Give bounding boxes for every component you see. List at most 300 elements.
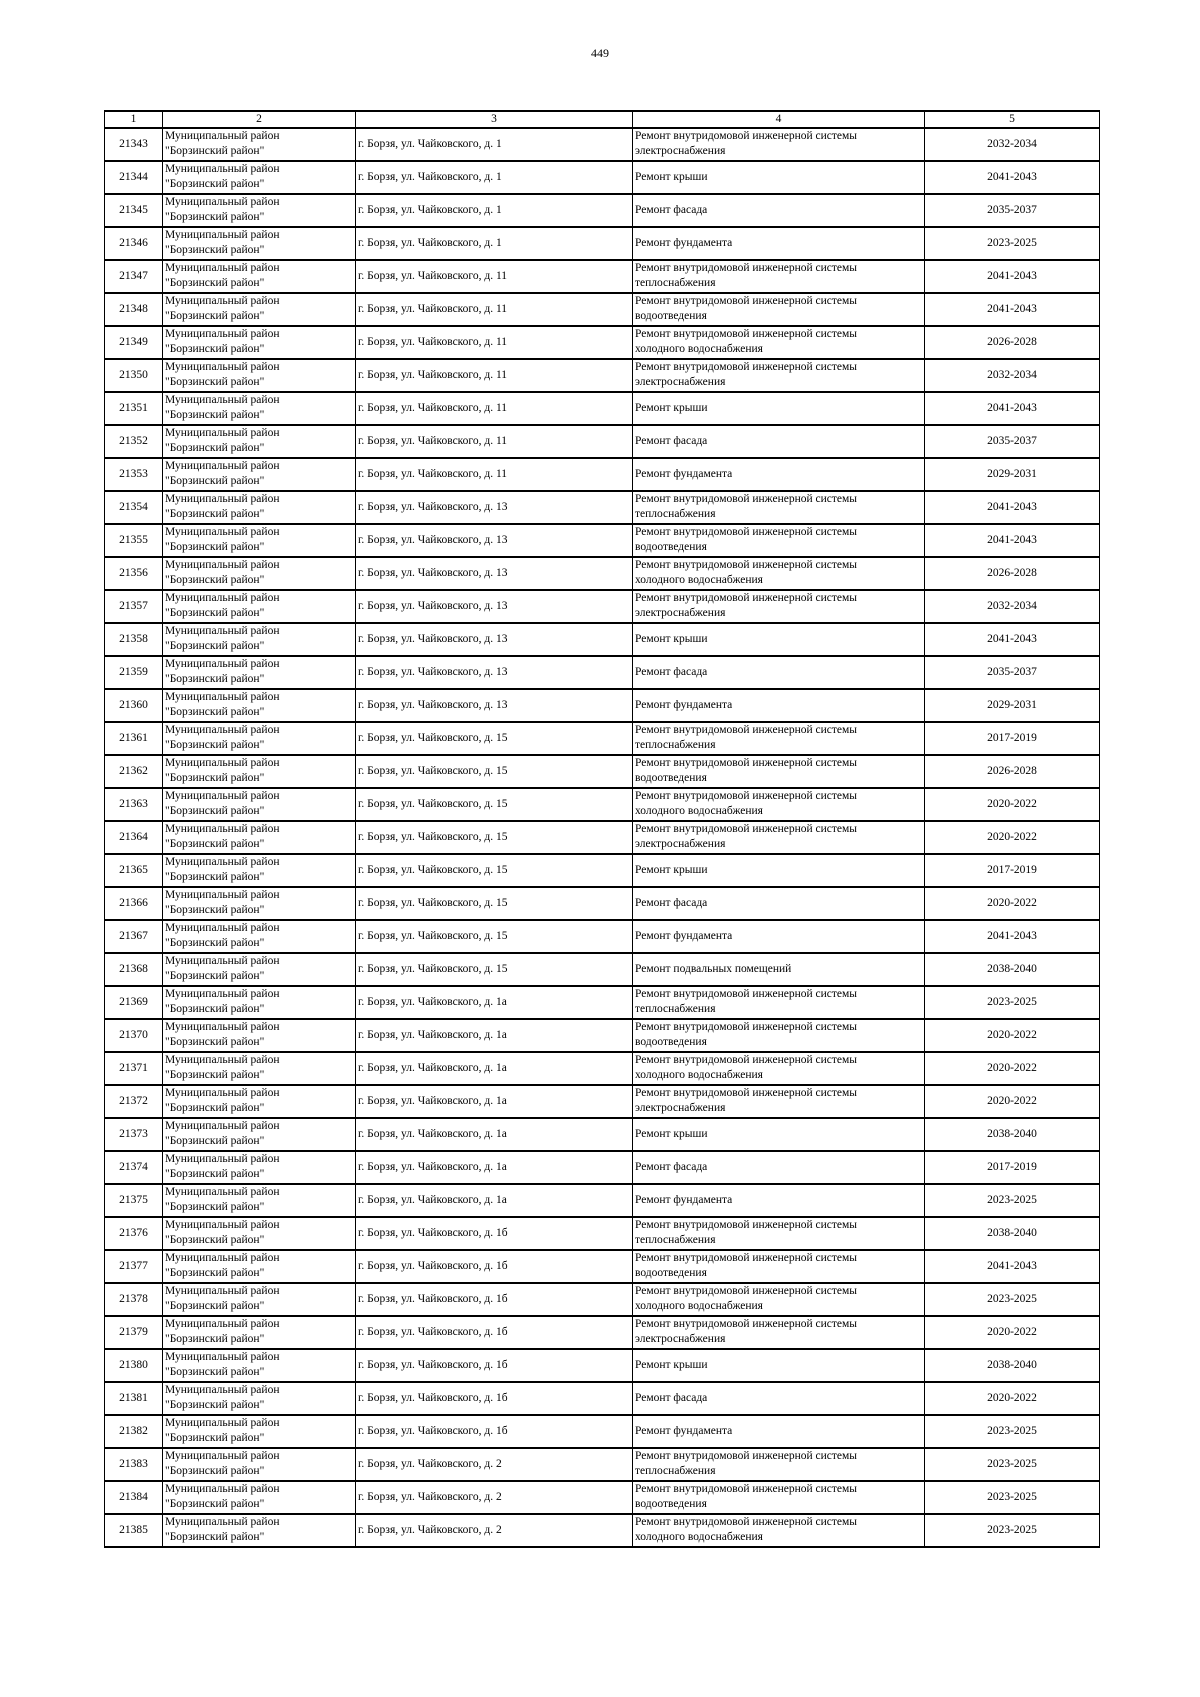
table-row <box>105 557 1100 590</box>
cell-address: г. Борзя, ул. Чайковского, д. 11 <box>356 326 633 359</box>
cell-row-number: 21343 <box>105 128 163 161</box>
municipality-line: "Борзинский район" <box>165 1234 265 1246</box>
cell-work-type <box>633 260 925 293</box>
work-type-line: Ремонт фасада <box>635 435 708 447</box>
municipality-line: "Борзинский район" <box>165 475 265 487</box>
work-type-line: водоотведения <box>635 1036 707 1048</box>
column-header-4: 4 <box>633 111 925 128</box>
table-row <box>105 1283 1100 1316</box>
cell-work-type <box>633 128 925 161</box>
cell-municipality <box>163 557 356 590</box>
cell-municipality <box>163 1415 356 1448</box>
cell-work-type <box>633 1382 925 1415</box>
municipality-line: "Борзинский район" <box>165 1036 265 1048</box>
column-header-1: 1 <box>105 111 163 128</box>
cell-period: 2023-2025 <box>925 986 1100 1019</box>
cell-work-type <box>633 1514 925 1547</box>
municipality-line: "Борзинский район" <box>165 1102 265 1114</box>
cell-period: 2026-2028 <box>925 326 1100 359</box>
work-type-line: водоотведения <box>635 1267 707 1279</box>
cell-municipality <box>163 194 356 227</box>
cell-work-type <box>633 1481 925 1514</box>
work-type-line: электроснабжения <box>635 838 726 850</box>
cell-address: г. Борзя, ул. Чайковского, д. 11 <box>356 293 633 326</box>
table-row <box>105 623 1100 656</box>
cell-row-number: 21374 <box>105 1151 163 1184</box>
cell-municipality <box>163 590 356 623</box>
cell-row-number: 21366 <box>105 887 163 920</box>
cell-period: 2026-2028 <box>925 755 1100 788</box>
cell-municipality <box>163 920 356 953</box>
cell-row-number: 21346 <box>105 227 163 260</box>
municipality-line: Муниципальный район <box>165 658 280 670</box>
cell-address: г. Борзя, ул. Чайковского, д. 1 <box>356 194 633 227</box>
work-type-line: холодного водоснабжения <box>635 1069 763 1081</box>
work-type-line: Ремонт внутридомовой инженерной системы <box>635 757 858 769</box>
cell-address: г. Борзя, ул. Чайковского, д. 15 <box>356 854 633 887</box>
cell-address: г. Борзя, ул. Чайковского, д. 11 <box>356 392 633 425</box>
municipality-line: Муниципальный район <box>165 592 280 604</box>
municipality-line: "Борзинский район" <box>165 937 265 949</box>
cell-address: г. Борзя, ул. Чайковского, д. 1 <box>356 161 633 194</box>
cell-row-number: 21344 <box>105 161 163 194</box>
cell-period: 2038-2040 <box>925 1217 1100 1250</box>
municipality-line: "Борзинский район" <box>165 211 265 223</box>
municipality-line: "Борзинский район" <box>165 1432 265 1444</box>
cell-row-number: 21356 <box>105 557 163 590</box>
municipality-line: "Борзинский район" <box>165 607 265 619</box>
cell-address: г. Борзя, ул. Чайковского, д. 1б <box>356 1382 633 1415</box>
cell-municipality <box>163 1448 356 1481</box>
municipality-line: Муниципальный район <box>165 757 280 769</box>
cell-address: г. Борзя, ул. Чайковского, д. 1а <box>356 1019 633 1052</box>
cell-address: г. Борзя, ул. Чайковского, д. 1б <box>356 1349 633 1382</box>
cell-period: 2038-2040 <box>925 1349 1100 1382</box>
table-row <box>105 920 1100 953</box>
work-type-line: Ремонт внутридомовой инженерной системы <box>635 130 858 142</box>
work-type-line: Ремонт фундамента <box>635 468 733 480</box>
cell-row-number: 21353 <box>105 458 163 491</box>
table-row <box>105 986 1100 1019</box>
cell-period: 2020-2022 <box>925 821 1100 854</box>
work-type-line: Ремонт внутридомовой инженерной системы <box>635 1318 858 1330</box>
cell-row-number: 21370 <box>105 1019 163 1052</box>
table-row <box>105 656 1100 689</box>
cell-address: г. Борзя, ул. Чайковского, д. 1а <box>356 1052 633 1085</box>
work-type-line: электроснабжения <box>635 607 726 619</box>
work-type-line: Ремонт внутридомовой инженерной системы <box>635 1516 858 1528</box>
cell-municipality <box>163 1184 356 1217</box>
municipality-line: "Борзинский район" <box>165 1498 265 1510</box>
cell-municipality <box>163 293 356 326</box>
cell-work-type <box>633 920 925 953</box>
cell-municipality <box>163 986 356 1019</box>
cell-work-type <box>633 293 925 326</box>
municipality-line: Муниципальный район <box>165 460 280 472</box>
municipality-line: Муниципальный район <box>165 1417 280 1429</box>
cell-period: 2026-2028 <box>925 557 1100 590</box>
municipality-line: Муниципальный район <box>165 922 280 934</box>
cell-address: г. Борзя, ул. Чайковского, д. 1б <box>356 1316 633 1349</box>
cell-period: 2020-2022 <box>925 1052 1100 1085</box>
cell-row-number: 21377 <box>105 1250 163 1283</box>
cell-work-type <box>633 1217 925 1250</box>
work-type-line: Ремонт фасада <box>635 1392 708 1404</box>
cell-municipality <box>163 755 356 788</box>
cell-period: 2032-2034 <box>925 590 1100 623</box>
cell-address: г. Борзя, ул. Чайковского, д. 13 <box>356 524 633 557</box>
work-type-line: Ремонт фундамента <box>635 930 733 942</box>
cell-row-number: 21367 <box>105 920 163 953</box>
work-type-line: водоотведения <box>635 310 707 322</box>
cell-period: 2041-2043 <box>925 392 1100 425</box>
table-row <box>105 1184 1100 1217</box>
cell-work-type <box>633 1019 925 1052</box>
table-row <box>105 260 1100 293</box>
table-row <box>105 590 1100 623</box>
cell-row-number: 21381 <box>105 1382 163 1415</box>
table-row <box>105 1514 1100 1547</box>
work-type-line: теплоснабжения <box>635 1465 716 1477</box>
cell-row-number: 21354 <box>105 491 163 524</box>
cell-period: 2041-2043 <box>925 623 1100 656</box>
cell-work-type <box>633 1118 925 1151</box>
work-type-line: холодного водоснабжения <box>635 343 763 355</box>
municipality-line: Муниципальный район <box>165 790 280 802</box>
cell-row-number: 21359 <box>105 656 163 689</box>
cell-municipality <box>163 128 356 161</box>
cell-address: г. Борзя, ул. Чайковского, д. 1а <box>356 1151 633 1184</box>
cell-municipality <box>163 953 356 986</box>
cell-address: г. Борзя, ул. Чайковского, д. 2 <box>356 1481 633 1514</box>
work-type-line: Ремонт внутридомовой инженерной системы <box>635 559 858 571</box>
cell-row-number: 21357 <box>105 590 163 623</box>
cell-period: 2032-2034 <box>925 359 1100 392</box>
municipality-line: "Борзинский район" <box>165 904 265 916</box>
municipality-line: "Борзинский район" <box>165 1399 265 1411</box>
cell-municipality <box>163 1052 356 1085</box>
municipality-line: "Борзинский район" <box>165 1069 265 1081</box>
cell-period: 2020-2022 <box>925 887 1100 920</box>
cell-address: г. Борзя, ул. Чайковского, д. 15 <box>356 788 633 821</box>
work-type-line: электроснабжения <box>635 376 726 388</box>
table-body <box>105 128 1100 1547</box>
cell-work-type <box>633 1448 925 1481</box>
cell-row-number: 21363 <box>105 788 163 821</box>
cell-row-number: 21351 <box>105 392 163 425</box>
work-type-line: теплоснабжения <box>635 739 716 751</box>
cell-work-type <box>633 1283 925 1316</box>
table-row <box>105 1382 1100 1415</box>
municipality-line: Муниципальный район <box>165 955 280 967</box>
cell-period: 2035-2037 <box>925 194 1100 227</box>
municipality-line: "Борзинский район" <box>165 772 265 784</box>
header-row <box>105 111 1100 128</box>
cell-row-number: 21380 <box>105 1349 163 1382</box>
cell-period: 2023-2025 <box>925 1415 1100 1448</box>
work-type-line: Ремонт крыши <box>635 171 708 183</box>
cell-municipality <box>163 227 356 260</box>
table-row <box>105 722 1100 755</box>
cell-period: 2041-2043 <box>925 524 1100 557</box>
cell-work-type <box>633 1151 925 1184</box>
work-type-line: Ремонт крыши <box>635 1359 708 1371</box>
table-row <box>105 1316 1100 1349</box>
cell-address: г. Борзя, ул. Чайковского, д. 1б <box>356 1283 633 1316</box>
municipality-line: Муниципальный район <box>165 625 280 637</box>
cell-address: г. Борзя, ул. Чайковского, д. 15 <box>356 887 633 920</box>
cell-period: 2020-2022 <box>925 788 1100 821</box>
table-row <box>105 821 1100 854</box>
cell-work-type <box>633 524 925 557</box>
cell-period: 2017-2019 <box>925 854 1100 887</box>
cell-address: г. Борзя, ул. Чайковского, д. 11 <box>356 359 633 392</box>
cell-row-number: 21368 <box>105 953 163 986</box>
municipality-line: Муниципальный район <box>165 889 280 901</box>
cell-period: 2020-2022 <box>925 1085 1100 1118</box>
table-row <box>105 755 1100 788</box>
municipality-line: "Борзинский район" <box>165 145 265 157</box>
cell-period: 2023-2025 <box>925 1448 1100 1481</box>
table-row <box>105 1052 1100 1085</box>
cell-row-number: 21347 <box>105 260 163 293</box>
cell-period: 2017-2019 <box>925 722 1100 755</box>
cell-work-type <box>633 689 925 722</box>
cell-address: г. Борзя, ул. Чайковского, д. 13 <box>356 623 633 656</box>
work-type-line: Ремонт внутридомовой инженерной системы <box>635 823 858 835</box>
cell-period: 2023-2025 <box>925 1481 1100 1514</box>
municipality-line: "Борзинский район" <box>165 1333 265 1345</box>
cell-address: г. Борзя, ул. Чайковского, д. 15 <box>356 755 633 788</box>
work-type-line: Ремонт фасада <box>635 204 708 216</box>
municipality-line: Муниципальный район <box>165 724 280 736</box>
table-row <box>105 425 1100 458</box>
municipality-line: Муниципальный район <box>165 262 280 274</box>
work-type-line: холодного водоснабжения <box>635 574 763 586</box>
cell-row-number: 21355 <box>105 524 163 557</box>
cell-address: г. Борзя, ул. Чайковского, д. 2 <box>356 1514 633 1547</box>
municipality-line: Муниципальный район <box>165 1318 280 1330</box>
work-type-line: холодного водоснабжения <box>635 1531 763 1543</box>
cell-work-type <box>633 656 925 689</box>
cell-address: г. Борзя, ул. Чайковского, д. 1 <box>356 227 633 260</box>
cell-municipality <box>163 887 356 920</box>
municipality-line: Муниципальный район <box>165 1087 280 1099</box>
cell-work-type <box>633 887 925 920</box>
work-type-line: Ремонт внутридомовой инженерной системы <box>635 526 858 538</box>
cell-row-number: 21376 <box>105 1217 163 1250</box>
cell-period: 2035-2037 <box>925 656 1100 689</box>
cell-period: 2020-2022 <box>925 1382 1100 1415</box>
cell-work-type <box>633 821 925 854</box>
work-type-line: электроснабжения <box>635 145 726 157</box>
cell-period: 2029-2031 <box>925 458 1100 491</box>
municipality-line: Муниципальный район <box>165 1516 280 1528</box>
register-table <box>104 110 1100 1548</box>
cell-period: 2041-2043 <box>925 260 1100 293</box>
municipality-line: "Борзинский район" <box>165 640 265 652</box>
cell-row-number: 21360 <box>105 689 163 722</box>
cell-row-number: 21379 <box>105 1316 163 1349</box>
work-type-line: водоотведения <box>635 772 707 784</box>
municipality-line: Муниципальный район <box>165 295 280 307</box>
cell-work-type <box>633 458 925 491</box>
cell-municipality <box>163 1514 356 1547</box>
work-type-line: Ремонт внутридомовой инженерной системы <box>635 1285 858 1297</box>
work-type-line: Ремонт фасада <box>635 1161 708 1173</box>
work-type-line: холодного водоснабжения <box>635 1300 763 1312</box>
municipality-line: Муниципальный район <box>165 1186 280 1198</box>
cell-period: 2029-2031 <box>925 689 1100 722</box>
municipality-line: Муниципальный район <box>165 1351 280 1363</box>
work-type-line: Ремонт внутридомовой инженерной системы <box>635 295 858 307</box>
table-row <box>105 326 1100 359</box>
work-type-line: водоотведения <box>635 1498 707 1510</box>
cell-address: г. Борзя, ул. Чайковского, д. 13 <box>356 590 633 623</box>
cell-work-type <box>633 1349 925 1382</box>
cell-address: г. Борзя, ул. Чайковского, д. 1б <box>356 1217 633 1250</box>
cell-row-number: 21384 <box>105 1481 163 1514</box>
municipality-line: Муниципальный район <box>165 328 280 340</box>
table-row <box>105 1019 1100 1052</box>
cell-work-type <box>633 986 925 1019</box>
cell-municipality <box>163 1382 356 1415</box>
cell-row-number: 21378 <box>105 1283 163 1316</box>
cell-row-number: 21373 <box>105 1118 163 1151</box>
work-type-line: Ремонт фасада <box>635 666 708 678</box>
work-type-line: холодного водоснабжения <box>635 805 763 817</box>
cell-work-type <box>633 425 925 458</box>
municipality-line: "Борзинский район" <box>165 970 265 982</box>
cell-address: г. Борзя, ул. Чайковского, д. 13 <box>356 689 633 722</box>
municipality-line: Муниципальный район <box>165 856 280 868</box>
cell-address: г. Борзя, ул. Чайковского, д. 11 <box>356 260 633 293</box>
work-type-line: теплоснабжения <box>635 1234 716 1246</box>
cell-work-type <box>633 1085 925 1118</box>
work-type-line: Ремонт крыши <box>635 402 708 414</box>
cell-address: г. Борзя, ул. Чайковского, д. 11 <box>356 458 633 491</box>
work-type-line: Ремонт внутридомовой инженерной системы <box>635 328 858 340</box>
municipality-line: Муниципальный район <box>165 988 280 1000</box>
cell-address: г. Борзя, ул. Чайковского, д. 1б <box>356 1415 633 1448</box>
cell-work-type <box>633 1250 925 1283</box>
table-row <box>105 1217 1100 1250</box>
cell-work-type <box>633 722 925 755</box>
cell-period: 2017-2019 <box>925 1151 1100 1184</box>
cell-municipality <box>163 854 356 887</box>
municipality-line: Муниципальный район <box>165 1153 280 1165</box>
municipality-line: "Борзинский район" <box>165 1168 265 1180</box>
work-type-line: электроснабжения <box>635 1333 726 1345</box>
cell-period: 2041-2043 <box>925 161 1100 194</box>
work-type-line: теплоснабжения <box>635 1003 716 1015</box>
cell-work-type <box>633 854 925 887</box>
cell-period: 2020-2022 <box>925 1019 1100 1052</box>
table-row <box>105 788 1100 821</box>
cell-address: г. Борзя, ул. Чайковского, д. 15 <box>356 722 633 755</box>
table-row <box>105 1481 1100 1514</box>
column-header-3: 3 <box>356 111 633 128</box>
table-row <box>105 293 1100 326</box>
cell-municipality <box>163 1250 356 1283</box>
table-row <box>105 1349 1100 1382</box>
municipality-line: Муниципальный район <box>165 493 280 505</box>
work-type-line: Ремонт внутридомовой инженерной системы <box>635 592 858 604</box>
table-row <box>105 524 1100 557</box>
cell-period: 2020-2022 <box>925 1316 1100 1349</box>
cell-work-type <box>633 623 925 656</box>
cell-row-number: 21348 <box>105 293 163 326</box>
cell-municipality <box>163 1217 356 1250</box>
cell-address: г. Борзя, ул. Чайковского, д. 1а <box>356 1085 633 1118</box>
work-type-line: Ремонт внутридомовой инженерной системы <box>635 1054 858 1066</box>
municipality-line: Муниципальный район <box>165 1483 280 1495</box>
cell-period: 2023-2025 <box>925 1514 1100 1547</box>
municipality-line: "Борзинский район" <box>165 1531 265 1543</box>
cell-period: 2038-2040 <box>925 1118 1100 1151</box>
municipality-line: Муниципальный район <box>165 130 280 142</box>
cell-period: 2035-2037 <box>925 425 1100 458</box>
column-header-2: 2 <box>163 111 356 128</box>
table-row <box>105 1250 1100 1283</box>
work-type-line: водоотведения <box>635 541 707 553</box>
work-type-line: Ремонт фундамента <box>635 1194 733 1206</box>
cell-period: 2041-2043 <box>925 293 1100 326</box>
cell-work-type <box>633 755 925 788</box>
cell-municipality <box>163 821 356 854</box>
cell-address: г. Борзя, ул. Чайковского, д. 1 <box>356 128 633 161</box>
cell-period: 2023-2025 <box>925 1184 1100 1217</box>
cell-row-number: 21358 <box>105 623 163 656</box>
table-row <box>105 1118 1100 1151</box>
cell-municipality <box>163 788 356 821</box>
cell-address: г. Борзя, ул. Чайковского, д. 1а <box>356 986 633 1019</box>
cell-row-number: 21350 <box>105 359 163 392</box>
municipality-line: Муниципальный район <box>165 1120 280 1132</box>
cell-period: 2041-2043 <box>925 920 1100 953</box>
municipality-line: "Борзинский район" <box>165 673 265 685</box>
table-row <box>105 491 1100 524</box>
cell-municipality <box>163 260 356 293</box>
municipality-line: Муниципальный район <box>165 394 280 406</box>
cell-municipality <box>163 1118 356 1151</box>
cell-work-type <box>633 953 925 986</box>
cell-row-number: 21369 <box>105 986 163 1019</box>
cell-municipality <box>163 1283 356 1316</box>
table-row <box>105 359 1100 392</box>
municipality-line: Муниципальный район <box>165 361 280 373</box>
cell-work-type <box>633 557 925 590</box>
work-type-line: Ремонт внутридомовой инженерной системы <box>635 493 858 505</box>
cell-row-number: 21364 <box>105 821 163 854</box>
table-header <box>105 111 1100 128</box>
cell-period: 2038-2040 <box>925 953 1100 986</box>
cell-work-type <box>633 1415 925 1448</box>
municipality-line: Муниципальный район <box>165 427 280 439</box>
municipality-line: "Борзинский район" <box>165 1465 265 1477</box>
work-type-line: Ремонт внутридомовой инженерной системы <box>635 262 858 274</box>
cell-work-type <box>633 227 925 260</box>
work-type-line: Ремонт крыши <box>635 633 708 645</box>
work-type-line: электроснабжения <box>635 1102 726 1114</box>
cell-municipality <box>163 689 356 722</box>
cell-work-type <box>633 491 925 524</box>
table-row <box>105 953 1100 986</box>
cell-municipality <box>163 1019 356 1052</box>
cell-row-number: 21361 <box>105 722 163 755</box>
cell-municipality <box>163 524 356 557</box>
municipality-line: "Борзинский район" <box>165 310 265 322</box>
